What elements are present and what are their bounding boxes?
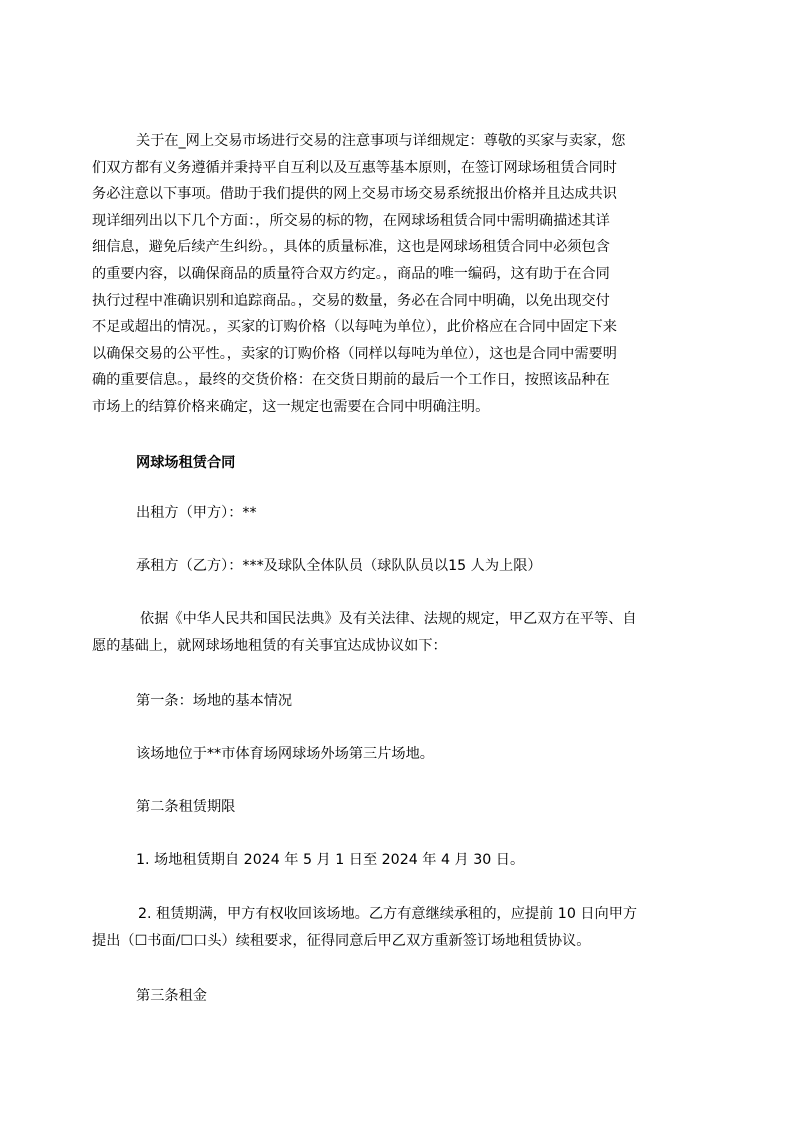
intro-line: 确的重要信息。，最终的交货价格：在交货日期前的最后一个工作日，按照该品种在 [92, 372, 610, 389]
article2-title: 第二条租赁期限 [136, 799, 236, 815]
article2-item1: 1. 场地租赁期自 2024 年 5 月 1 日至 2024 年 4 月 30 日。 [136, 852, 525, 868]
article2-item2-line1: 2. 租赁期满，甲方有权收回该场地。乙方有意继续承租的，应提前 10 日向甲方 [138, 906, 638, 922]
article1-title: 第一条：场地的基本情况 [136, 693, 293, 709]
intro-line: 细信息，避免后续产生纠纷。，具体的质量标准，这也是网球场租赁合同中必须包含 [92, 239, 610, 256]
basis-line-2: 愿的基础上，就网球场地租赁的有关事宜达成协议如下： [92, 638, 447, 654]
article3-title: 第三条租金 [136, 988, 207, 1004]
contract-title: 网球场租赁合同 [136, 455, 236, 471]
intro-line: 以确保交易的公平性。，卖家的订购价格（同样以每吨为单位），这也是合同中需要明 [92, 345, 617, 362]
intro-line: 关于在_网上交易市场进行交易的注意事项与详细规定：尊敬的买家与卖家，您 [136, 133, 626, 149]
intro-line: 务必注意以下事项。借助于我们提供的网上交易市场交易系统报出价格并且达成共识 [92, 186, 617, 203]
basis-line-1: 依据《中华人民共和国民法典》及有关法律、法规的规定，甲乙双方在平等、自 [140, 611, 637, 627]
article2-item2-line2: 提出（☐书面/☐口头）续租要求，征得同意后甲乙双方重新签订场地租赁协议。 [92, 933, 591, 949]
intro-line: 不足或超出的情况。，买家的订购价格（以每吨为单位），此价格应在合同中固定下来 [92, 319, 617, 336]
intro-line: 的重要内容，以确保商品的质量符合双方约定。，商品的唯一编码，这有助于在合同 [92, 265, 610, 282]
lessee-line: 承租方（乙方）：***及球队全体队员（球队队员以15 人为上限） [136, 558, 542, 574]
article1-text: 该场地位于**市体育场网球场外场第三片场地。 [136, 746, 434, 762]
intro-line: 市场上的结算价格来确定，这一规定也需要在合同中明确注明。 [92, 398, 490, 415]
intro-line: 现详细列出以下几个方面：，所交易的标的物，在网球场租赁合同中需明确描述其详 [92, 212, 610, 229]
lessor-line: 出租方（甲方）：** [136, 505, 257, 521]
intro-line: 们双方都有义务遵循并秉持平自互利以及互惠等基本原则，在签订网球场租赁合同时 [92, 159, 617, 176]
intro-paragraph [92, 128, 702, 421]
intro-line: 执行过程中准确识别和追踪商品。，交易的数量，务必在合同中明确，以免出现交付 [92, 292, 610, 309]
